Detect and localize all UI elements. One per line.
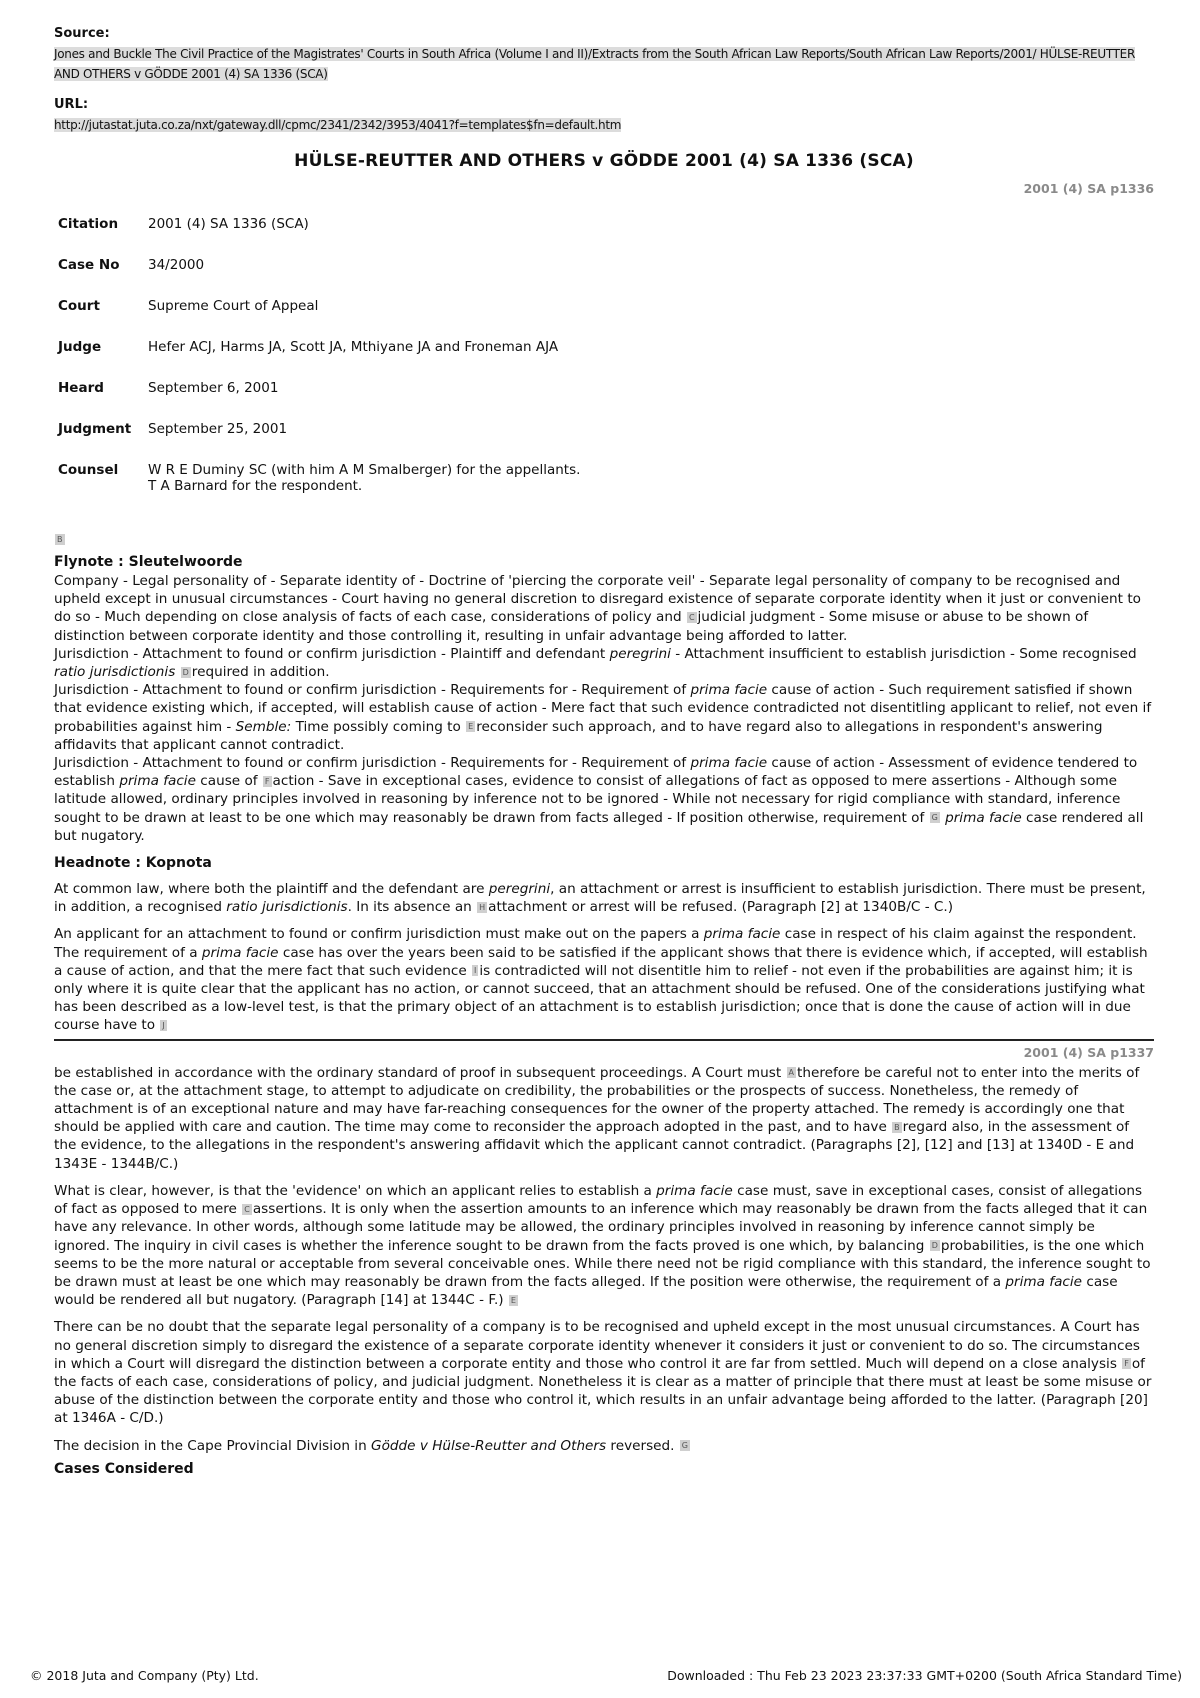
page-break-rule xyxy=(54,1039,1154,1041)
case-title: HÜLSE-REUTTER AND OTHERS v GÖDDE 2001 (4) SA 1336 (SCA) xyxy=(294,151,914,171)
margin-marker: E xyxy=(510,1295,516,1305)
headnote-paragraph: The decision in the Cape Provincial Division in Gödde v Hülse-Reutter and Others reversed. G xyxy=(54,1437,688,1454)
margin-marker: B xyxy=(57,535,63,544)
download-timestamp-footer: Downloaded : Thu Feb 23 2023 23:37:33 GMT+0200 (South Africa Standard Time) xyxy=(667,1668,1182,1683)
meta-row xyxy=(58,298,580,339)
meta-value: September 25, 2001 xyxy=(148,421,288,437)
margin-marker: H xyxy=(479,902,486,912)
meta-key: Heard xyxy=(58,380,104,396)
margin-marker: G xyxy=(931,813,938,823)
margin-marker: F xyxy=(1124,1359,1129,1369)
headnote-paragraph: What is clear, however, is that the 'evidence' on which an applicant relies to establish a prima facie case must, save in exceptional cases, consist of allegations of fact as opposed to mere C assertions. It is only when the assertion amounts to an inference which may reasonably be drawn from the facts alleged that it can have any relevance. In other words, although some latitude may be allowed, the ordinary principles involved in reasoning by inference cannot simply be ignored. The inquiry in civil cases is whether the inference sought to be drawn from the facts proved is one which, by balancing D probabilities, is the one which seems to be the more natural or acceptable from several conceivable ones. While there need not be rigid compliance with this standard, the inference sought to be drawn must at least be one which may reasonably be drawn from the facts alleged. If the position were otherwise, the requirement of a prima facie case would be rendered all but nugatory. (Paragraph [14] at 1344C - F.) E xyxy=(54,1182,1151,1309)
flynote-paragraph: Company - Legal personality of - Separate identity of - Doctrine of 'piercing the corporate veil' - Separate legal personality of company to be recognised and upheld except in unusual circumstances - Court having no general discretion to disregard existence of separate corporate identity when it just or convenient to do so - Much depending on close analysis of facts of each case, considerations of policy and C judicial judgment - Some misuse or abuse to be shown of distinction between corporate identity and those controlling it, resulting in unfair advantage being afforded to latter. xyxy=(54,573,1141,644)
margin-marker: J xyxy=(162,1020,165,1030)
page-reference: 2001 (4) SA p1337 xyxy=(1023,1044,1154,1060)
source-label: Source: xyxy=(54,26,110,41)
margin-marker: I xyxy=(474,966,477,976)
meta-value: September 6, 2001 xyxy=(148,380,279,396)
meta-key: Judgment xyxy=(58,421,132,437)
meta-key: Judge xyxy=(58,339,102,355)
meta-row xyxy=(58,339,580,380)
margin-marker: G xyxy=(681,1441,688,1451)
headnote-paragraph: There can be no doubt that the separate legal personality of a company is to be recognised and upheld except in the most unusual circumstances. A Court has no general discretion simply to disregard the existence of a separate corporate identity whenever it considers it just or convenient to do so. The circumstances in which a Court will disregard the distinction between a corporate entity and those who control it are far from settled. Much will depend on a close analysis F of the facts of each case, considerations of policy, and judicial judgment. Nonetheless it is clear as a matter of principle that there must at least be some misuse or abuse of the distinction between the corporate entity and those who control it, which results in an unfair advantage being afforded to the latter. (Paragraph [20] at 1346A - C/D.) xyxy=(54,1319,1152,1427)
meta-row xyxy=(58,257,580,298)
meta-row xyxy=(58,380,580,421)
meta-row xyxy=(58,462,580,519)
margin-marker: B xyxy=(894,1122,900,1132)
margin-marker: C xyxy=(244,1204,250,1214)
margin-marker: C xyxy=(688,612,695,622)
url-link[interactable]: http://jutastat.juta.co.za/nxt/gateway.dll/cpmc/2341/2342/3953/4041?f=templates$fn=default.htm xyxy=(54,118,622,132)
meta-value xyxy=(148,462,580,519)
headnote-heading: Headnote : Kopnota xyxy=(54,855,212,872)
meta-row xyxy=(58,421,580,462)
margin-marker: A xyxy=(788,1068,795,1078)
meta-value: Hefer ACJ, Harms JA, Scott JA, Mthiyane JA and Froneman AJA xyxy=(148,339,559,355)
headnote-paragraph: At common law, where both the plaintiff and the defendant are peregrini, an attachment or arrest is insufficient to establish jurisdiction. There must be present, in addition, a recognised ratio jurisdictionis. In its absence an H attachment or arrest will be refused. (Paragraph [2] at 1340B/C - C.) xyxy=(54,881,1146,916)
meta-row xyxy=(58,216,580,257)
meta-value: 2001 (4) SA 1336 (SCA) xyxy=(148,216,309,232)
meta-key: Counsel xyxy=(58,462,119,478)
margin-marker: D xyxy=(182,667,189,677)
meta-key: Court xyxy=(58,298,100,314)
margin-marker: D xyxy=(931,1241,938,1250)
page-reference: 2001 (4) SA p1336 xyxy=(1023,181,1154,196)
cases-considered-heading: Cases Considered xyxy=(54,1460,194,1477)
flynote-heading: Flynote : Sleutelwoorde xyxy=(54,554,243,570)
source-text[interactable]: Jones and Buckle The Civil Practice of the Magistrates' Courts in South Africa (Volume I and II)/Extracts from the South African Law Reports/South African Law Reports/2001/ HÜLSE-REUTTER AND OTHERS v GÖDDE 2001 (4) SA 1336 (SCA) xyxy=(54,47,1135,81)
flynote-paragraph: Jurisdiction - Attachment to found or confirm jurisdiction - Requirements for - Requirement of prima facie cause of action - Such requirement satisfied if shown that evidence existing which, if accepted, will establish cause of action - Mere fact that such evidence contradicted not disentitling applicant to relief, not even if probabilities against him - Semble: Time possibly coming to E reconsider such approach, and to have regard also to allegations in respondent's answering affidavits that applicant cannot contradict. xyxy=(54,682,1152,753)
flynote-paragraph: Jurisdiction - Attachment to found or confirm jurisdiction - Requirements for - Requirement of prima facie cause of action - Assessment of evidence tendered to establish prima facie cause of F action - Save in exceptional cases, evidence to consist of allegations of fact as opposed to mere assertions - Although some latitude allowed, ordinary principles involved in reasoning by inference not to be ignored - While not necessary for rigid compliance with standard, inference sought to be drawn at least to be one which may reasonably be drawn from facts alleged - If position otherwise, requirement of G prima facie case rendered all but nugatory. xyxy=(54,755,1144,844)
meta-value: Supreme Court of Appeal xyxy=(148,298,319,314)
case-metadata-table xyxy=(58,216,580,519)
margin-marker: F xyxy=(264,776,270,786)
meta-key: Citation xyxy=(58,216,119,232)
url-label: URL: xyxy=(54,97,89,112)
margin-marker: E xyxy=(468,722,474,732)
meta-key: Case No xyxy=(58,257,120,273)
copyright-footer: © 2018 Juta and Company (Pty) Ltd. xyxy=(30,1668,259,1683)
headnote-paragraph: An applicant for an attachment to found or confirm jurisdiction must make out on the papers a prima facie case in respect of his claim against the respondent. The requirement of a prima facie case has over the years been said to be satisfied if the applicant shows that there is evidence which, if accepted, will establish a cause of action, and that the mere fact that such evidence I is contradicted will not disentitle him to relief - not even if the probabilities are against him; it is only where it is quite clear that the applicant has no action, or cannot succeed, that an attachment should be refused. One of the considerations justifying what has been described as a low-level test, is that the primary object of an attachment is to establish jurisdiction; once that is done the cause of action will in due course have to J xyxy=(54,926,1148,1034)
document-page xyxy=(54,26,1154,1479)
counsel-line-1: W R E Duminy SC (with him A M Smalberger) for the appellants. xyxy=(148,462,581,478)
meta-value: 34/2000 xyxy=(148,257,205,273)
headnote-paragraph: be established in accordance with the ordinary standard of proof in subsequent proceedings. A Court must A therefore be careful not to enter into the merits of the case or, at the attachment stage, to attempt to adjudicate on credibility, the probabilities or the prospects of success. Nonetheless, the remedy of attachment is of an exceptional nature and may have far-reaching consequences for the owner of the property attached. The remedy is accordingly one that should be applied with care and caution. The time may come to reconsider the approach adopted in the past, and to have B regard also, in the assessment of the evidence, to the allegations in the respondent's answering affidavit which the applicant cannot contradict. (Paragraphs [2], [12] and [13] at 1340D - E and 1343E - 1344B/C.) xyxy=(54,1064,1140,1172)
counsel-line-2: T A Barnard for the respondent. xyxy=(148,478,363,494)
flynote-paragraph: Jurisdiction - Attachment to found or confirm jurisdiction - Plaintiff and defendant peregrini - Attachment insufficient to establish jurisdiction - Some recognised ratio jurisdictionis D required in addition. xyxy=(54,645,1137,681)
